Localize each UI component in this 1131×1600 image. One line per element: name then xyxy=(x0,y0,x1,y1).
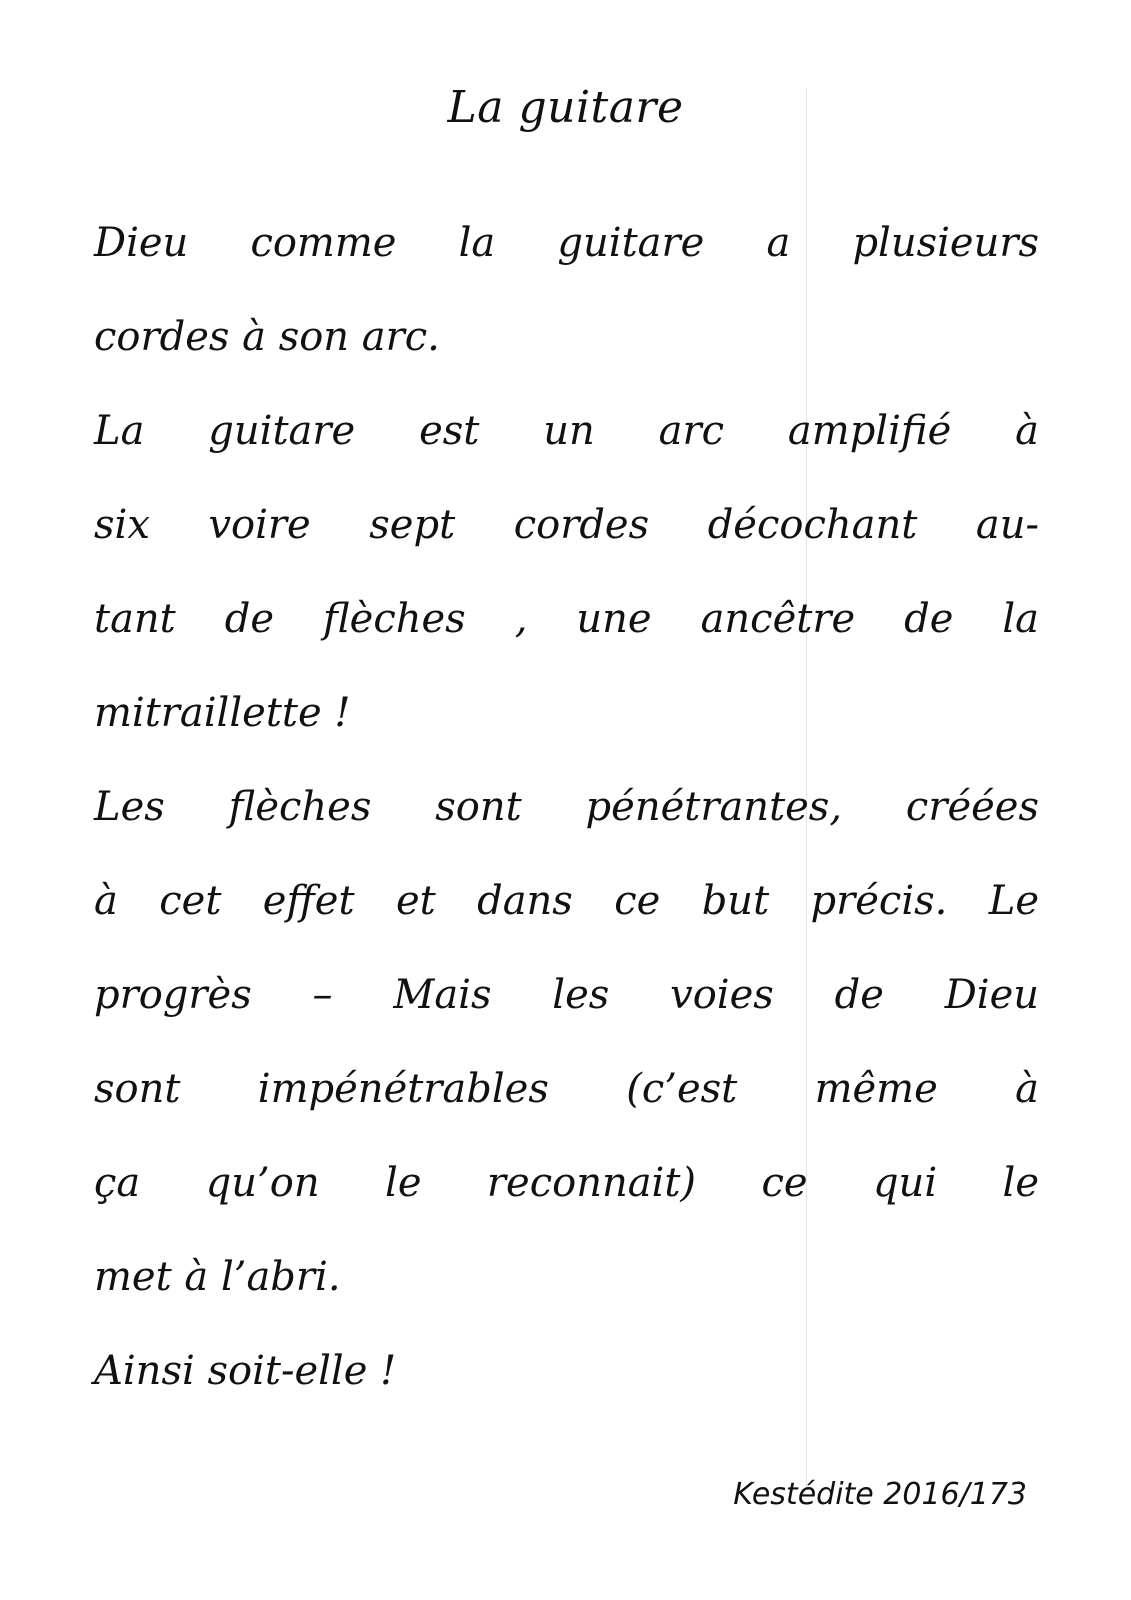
signature: Kestédite 2016/173 xyxy=(733,1477,1027,1512)
page-title: La guitare xyxy=(447,82,684,133)
poem-line: six voire sept cordes décochant au- xyxy=(94,502,1039,548)
poem-body xyxy=(94,196,1039,1418)
poem-line: met à l’abri. xyxy=(94,1254,341,1300)
poem-line: progrès – Mais les voies de Dieu xyxy=(94,972,1039,1018)
poem-line: sont impénétrables (c’est même à xyxy=(94,1066,1039,1112)
poem-line: à cet effet et dans ce but précis. Le xyxy=(94,878,1039,924)
poem-line: La guitare est un arc amplifié à xyxy=(94,408,1039,454)
poem-line: Dieu comme la guitare a plusieurs xyxy=(94,220,1039,266)
poem-line: Ainsi soit-elle ! xyxy=(94,1348,397,1394)
poem-line: tant de flèches , une ancêtre de la xyxy=(94,596,1039,642)
poem-line: mitraillette ! xyxy=(94,690,351,736)
poem-line: ça qu’on le reconnait) ce qui le xyxy=(94,1160,1039,1206)
poem-line: cordes à son arc. xyxy=(94,314,440,360)
poem-line: Les flèches sont pénétrantes, créées xyxy=(94,784,1039,830)
